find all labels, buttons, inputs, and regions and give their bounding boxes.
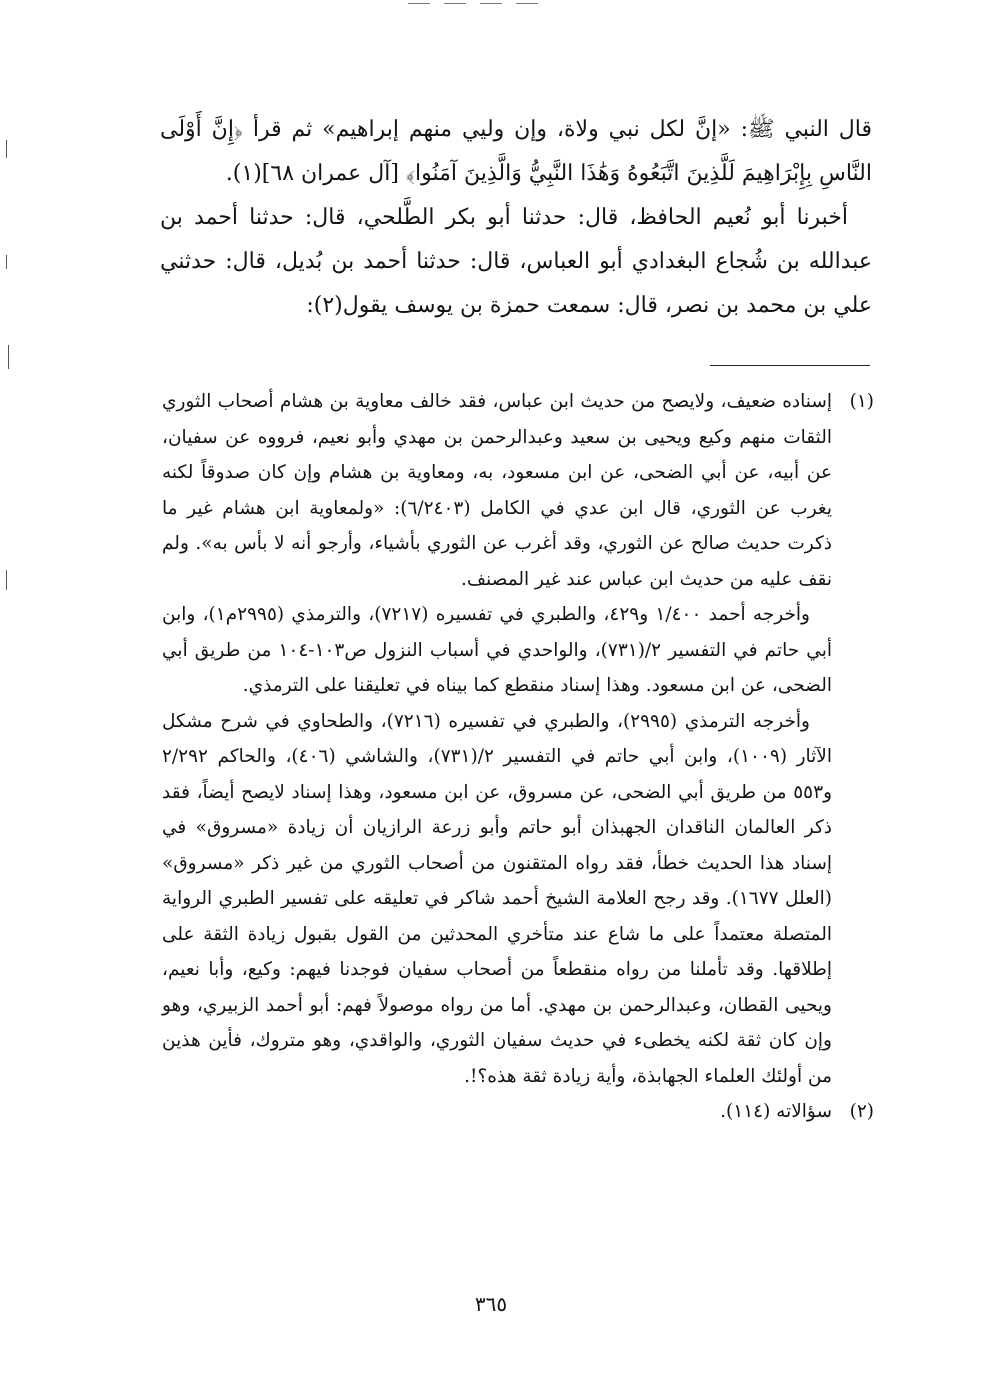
footnote-paragraph: وأخرجه الترمذي (٢٩٩٥)، والطبري في تفسيره (٧٢١٦)، والطحاوي في شرح مشكل الآثار (١٠٠٩)، وابن أبي حاتم في التفسير ٢/(٧٣١)، والشاشي (٤٠٦)، والحاكم ٢/٢٩٢ و٥٥٣ من طريق أبي الضحى، عن مسروق، عن ابن مسعود، وهذا إسناد لايصح أيضاً، فقد ذكر العالمان الناقدان الجهبذان أبو حاتم وأبو زرعة الرازيان أن زيادة «مسروق» في إسناد هذا الحديث خطأ، فقد رواه المتقنون من أصحاب الثوري من غير ذكر «مسروق» (العلل ١٦٧٧). وقد رجح العلامة الشيخ أحمد شاكر في تعليقه على تفسير الطبري الرواية المتصلة معتمداً على ما شاع عند متأخري المحدثين من القول بقبول زيادة الثقة على إطلاقها. وقد تأملنا من رواه منقطعاً من أصحاب سفيان فوجدنا فيهم: وكيع، وأبا نعيم، ويحيى القطان، وعبدالرحمن بن مهدي. أما من رواه موصولاً فهم: أبو أحمد الزبيري، وهو وإن كان ثقة لكنه يخطىء في حديث سفيان الثوري، والواقدي، وهو متروك، فأين هذين من أولئك العلماء الجهابذة، وأية زيادة ثقة هذه؟!.	[162, 710, 832, 1087]
footnote-number: (١)	[849, 391, 874, 412]
scan-artifact-margin	[6, 570, 7, 590]
scan-artifact-margin	[6, 140, 7, 158]
footnote-paragraph: إسناده ضعيف، ولايصح من حديث ابن عباس، فقد خالف معاوية بن هشام أصحاب الثوري الثقات منهم وكيع ويحيى بن سعيد وعبدالرحمن بن مهدي وأبو نعيم، فرووه عن سفيان، عن أبيه، عن أبي الضحى، عن ابن مسعود، به، ومعاوية بن هشام وإن كان صدوقاً لكنه يغرب عن الثوري، قال ابن عدي في الكامل (٦/٢٤٠٣): «ولمعاوية ابن هشام غير ما ذكرت حديث صالح عن الثوري، وقد أغرب عن الثوري بأشياء، وأرجو أنه لا بأس به». ولم نقف عليه من حديث ابن عباس عند غير المصنف.	[162, 391, 833, 590]
footnote-2	[162, 1094, 874, 1130]
footnote-paragraph: سؤالاته (١١٤).	[720, 1101, 832, 1122]
main-text	[160, 108, 872, 328]
main-paragraph: قال النبي ﷺ: «إنَّ لكل نبي ولاة، وإن وليي منهم إبراهيم» ثم قرأ ﴿إِنَّ أَوْلَى النَّاسِ بِإِبْرَاهِيمَ لَلَّذِينَ اتَّبَعُوهُ وَهَٰذَا النَّبِيُّ وَالَّذِينَ آمَنُوا﴾ [آل عمران ٦٨](١).	[160, 117, 872, 186]
footnote-1	[162, 384, 874, 1094]
scan-artifact-top	[400, 0, 580, 8]
footnote-body	[162, 1094, 832, 1130]
footnote-separator	[710, 365, 870, 366]
footnote-paragraph: وأخرجه أحمد ١/٤٠٠ و٤٢٩، والطبري في تفسيره (٧٢١٧)، والترمذي (٢٩٩٥م١)، وابن أبي حاتم في التفسير ٢/(٧٣١)، والواحدي في أسباب النزول ص١٠٣-١٠٤ من طريق أبي الضحى، عن ابن مسعود. وهذا إسناد منقطع كما بيناه في تعليقنا على الترمذي.	[162, 604, 832, 696]
footnote-body	[162, 384, 832, 1094]
footnotes	[162, 384, 874, 1130]
footnote-number: (٢)	[849, 1101, 874, 1122]
page-number: ٣٦٥	[474, 1292, 508, 1316]
scan-artifact-margin	[8, 345, 9, 369]
scan-artifact-margin	[6, 255, 7, 269]
main-paragraph: أخبرنا أبو نُعيم الحافظ، قال: حدثنا أبو بكر الطَّلحي، قال: حدثنا أحمد بن عبدالله بن شُجاع البغدادي أبو العباس، قال: حدثنا أحمد بن بُديل، قال: حدثني علي بن محمد بن نصر، قال: سمعت حمزة بن يوسف يقول(٢):	[160, 205, 872, 318]
